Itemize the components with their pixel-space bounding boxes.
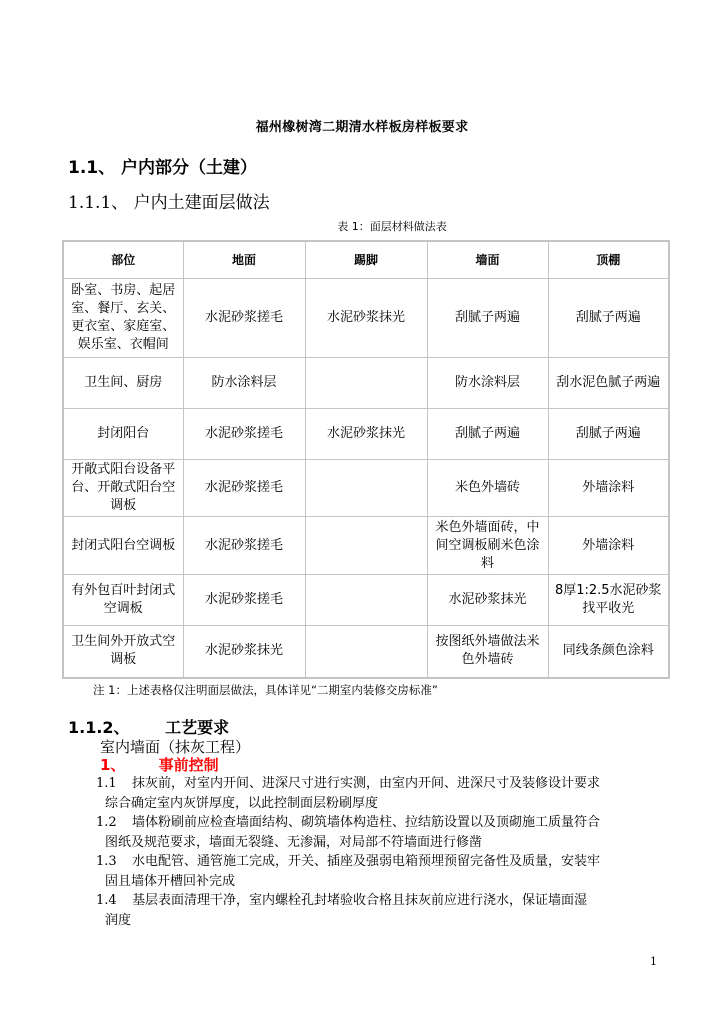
table-cell: 刮腻子两遍 [548,409,669,460]
table-row [63,409,669,460]
section-title: 户内部分（土建） [121,158,258,178]
table-header-row [63,241,669,279]
table-cell [305,460,427,517]
table-cell: 刮腻子两遍 [427,279,548,358]
subsection2-heading [68,715,229,738]
header-cell: 地面 [183,241,305,279]
table-cell: 防水涂料层 [183,358,305,409]
table-row [63,358,669,409]
section-heading [68,153,257,178]
table-cell: 水泥砂浆搓毛 [183,279,305,358]
item-text: 基层表面清理干净，室内螺栓孔封堵验收合格且抹灰前应进行浇水，保证墙面湿 [132,893,588,908]
table-cell: 米色外墙砖 [427,460,548,517]
table-cell: 水泥砂浆搓毛 [183,460,305,517]
table-cell: 卫生间外开放式空调板 [63,626,183,678]
subsection-title: 户内土建面层做法 [133,193,270,213]
sub-heading: 室内墙面（抹灰工程） [100,738,251,756]
table-row [63,460,669,517]
table-cell: 外墙涂料 [548,460,669,517]
item-text: 墙体粉刷前应检查墙面结构、砌筑墙体构造柱、拉结筋设置以及顶砌施工质量符合 [132,815,601,830]
item-text-continued: 综合确定室内灰饼厚度，以此控制面层粉刷厚度 [105,795,379,811]
table-cell: 水泥砂浆抹光 [305,279,427,358]
table-caption: 表 1：面层材料做法表 [337,220,447,233]
item-text: 水电配管、通管施工完成，开关、插座及强弱电箱预埋预留完备性及质量，安装牢 [132,854,601,869]
item-number: 1.1 [96,776,117,791]
table-cell: 刮水泥色腻子两遍 [548,358,669,409]
subsection2-number: 1.1.2、 [68,718,130,737]
list-item [96,891,662,930]
table-cell: 米色外墙面砖，中间空调板刷米色涂料 [427,517,548,575]
item-text-continued: 图纸及规范要求，墙面无裂缝、无渗漏，对局部不符墙面进行修凿 [105,834,483,850]
subsection-heading [68,188,270,213]
section-number: 1.1、 [68,158,116,178]
header-cell: 部位 [63,241,183,279]
item-number: 1.3 [96,854,117,869]
header-cell: 墙面 [427,241,548,279]
document-title: 福州橡树湾二期清水样板房样板要求 [255,120,469,135]
red-heading [100,754,219,775]
table-cell: 封闭式阳台空调板 [63,517,183,575]
table-cell: 卧室、书房、起居室、餐厅、玄关、更衣室、家庭室、娱乐室、衣帽间 [63,279,183,358]
table-cell: 封闭阳台 [63,409,183,460]
table-cell: 外墙涂料 [548,517,669,575]
table-cell: 水泥砂浆抹光 [305,409,427,460]
table-cell: 有外包百叶封闭式空调板 [63,575,183,626]
header-cell: 踢脚 [305,241,427,279]
red-heading-number: 1、 [100,756,126,774]
item-number: 1.4 [96,893,117,908]
red-heading-title: 事前控制 [158,756,219,774]
page-number: 1 [650,955,657,968]
item-number: 1.2 [96,815,117,830]
table-cell: 卫生间、厨房 [63,358,183,409]
header-cell: 顶棚 [548,241,669,279]
table-cell: 刮腻子两遍 [427,409,548,460]
table-cell: 刮腻子两遍 [548,279,669,358]
table-cell: 同线条颜色涂料 [548,626,669,678]
subsection2-title: 工艺要求 [165,718,230,737]
table-note: 注 1：上述表格仅注明面层做法，具体详见“二期室内装修交房标准” [93,683,438,697]
table-cell [305,626,427,678]
table-row [63,575,669,626]
table-cell: 开敞式阳台设备平台、开敞式阳台空调板 [63,460,183,517]
table-row [63,626,669,678]
item-text-continued: 固且墙体开槽回补完成 [105,873,236,889]
materials-table [62,240,670,679]
table-cell: 水泥砂浆搓毛 [183,517,305,575]
table-row [63,279,669,358]
item-text: 抹灰前，对室内开间、进深尺寸进行实测，由室内开间、进深尺寸及装修设计要求 [132,776,601,791]
requirement-list [96,774,662,930]
table-row [63,517,669,575]
table-cell: 水泥砂浆搓毛 [183,409,305,460]
table-cell: 防水涂料层 [427,358,548,409]
list-item [96,852,662,891]
table-cell: 按图纸外墙做法米色外墙砖 [427,626,548,678]
table-cell [305,358,427,409]
table-cell: 水泥砂浆抹光 [183,626,305,678]
table-cell: 水泥砂浆搓毛 [183,575,305,626]
table-cell [305,517,427,575]
table-cell: 水泥砂浆抹光 [427,575,548,626]
table-cell: 8厚1:2.5水泥砂浆找平收光 [548,575,669,626]
table-cell [305,575,427,626]
list-item [96,813,662,852]
item-text-continued: 润度 [105,912,132,928]
subsection-number: 1.1.1、 [68,193,129,213]
list-item [96,774,662,813]
